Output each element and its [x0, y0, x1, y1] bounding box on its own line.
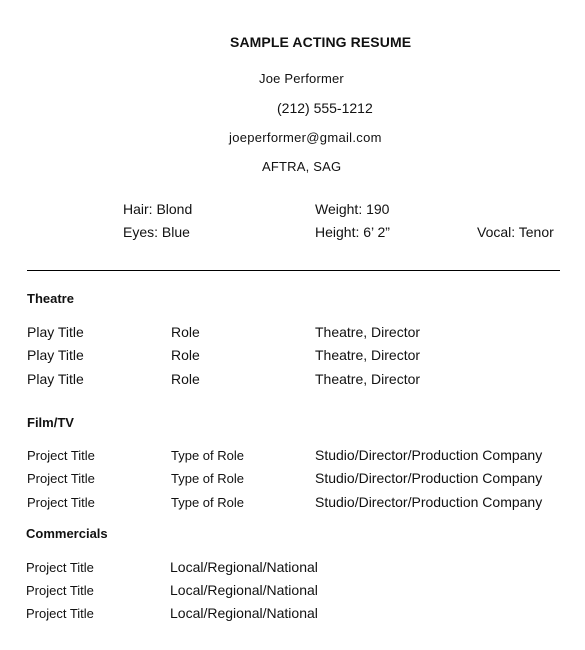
film-row-1-role: Type of Role	[171, 448, 244, 463]
commercial-row-2-title: Project Title	[26, 583, 94, 598]
stat-weight: Weight: 190	[315, 201, 390, 217]
commercial-row-3-market: Local/Regional/National	[170, 605, 318, 621]
film-row-3-role: Type of Role	[171, 495, 244, 510]
film-row-3-credit: Studio/Director/Production Company	[315, 494, 543, 510]
section-heading-film-tv: Film/TV	[27, 415, 74, 430]
union-affiliations: AFTRA, SAG	[262, 159, 342, 174]
section-heading-commercials: Commercials	[26, 526, 108, 541]
performer-name: Joe Performer	[259, 71, 344, 86]
theatre-row-3-title: Play Title	[27, 371, 84, 387]
phone-number: (212) 555-1212	[277, 100, 373, 116]
theatre-row-1-title: Play Title	[27, 324, 84, 340]
theatre-row-2-credit: Theatre, Director	[315, 347, 421, 363]
section-heading-theatre: Theatre	[27, 291, 74, 306]
film-row-2-role: Type of Role	[171, 471, 244, 486]
stat-vocal: Vocal: Tenor	[477, 224, 554, 240]
film-row-2-title: Project Title	[27, 471, 95, 486]
theatre-row-1-credit: Theatre, Director	[315, 324, 421, 340]
film-row-1-title: Project Title	[27, 448, 95, 463]
resume-title: SAMPLE ACTING RESUME	[230, 34, 412, 50]
theatre-row-3-credit: Theatre, Director	[315, 371, 421, 387]
commercial-row-1-market: Local/Regional/National	[170, 559, 318, 575]
theatre-row-3-role: Role	[171, 371, 200, 387]
film-row-1-credit: Studio/Director/Production Company	[315, 447, 543, 463]
film-row-2-credit: Studio/Director/Production Company	[315, 470, 543, 486]
theatre-row-2-role: Role	[171, 347, 200, 363]
commercial-row-1-title: Project Title	[26, 560, 94, 575]
commercial-row-3-title: Project Title	[26, 606, 94, 621]
commercial-row-2-market: Local/Regional/National	[170, 582, 318, 598]
stat-hair: Hair: Blond	[123, 201, 193, 217]
stat-height: Height: 6’ 2”	[315, 224, 390, 240]
email-address: joeperformer@gmail.com	[229, 130, 382, 145]
header-divider	[27, 270, 560, 271]
theatre-row-2-title: Play Title	[27, 347, 84, 363]
theatre-row-1-role: Role	[171, 324, 200, 340]
stat-eyes: Eyes: Blue	[123, 224, 190, 240]
film-row-3-title: Project Title	[27, 495, 95, 510]
